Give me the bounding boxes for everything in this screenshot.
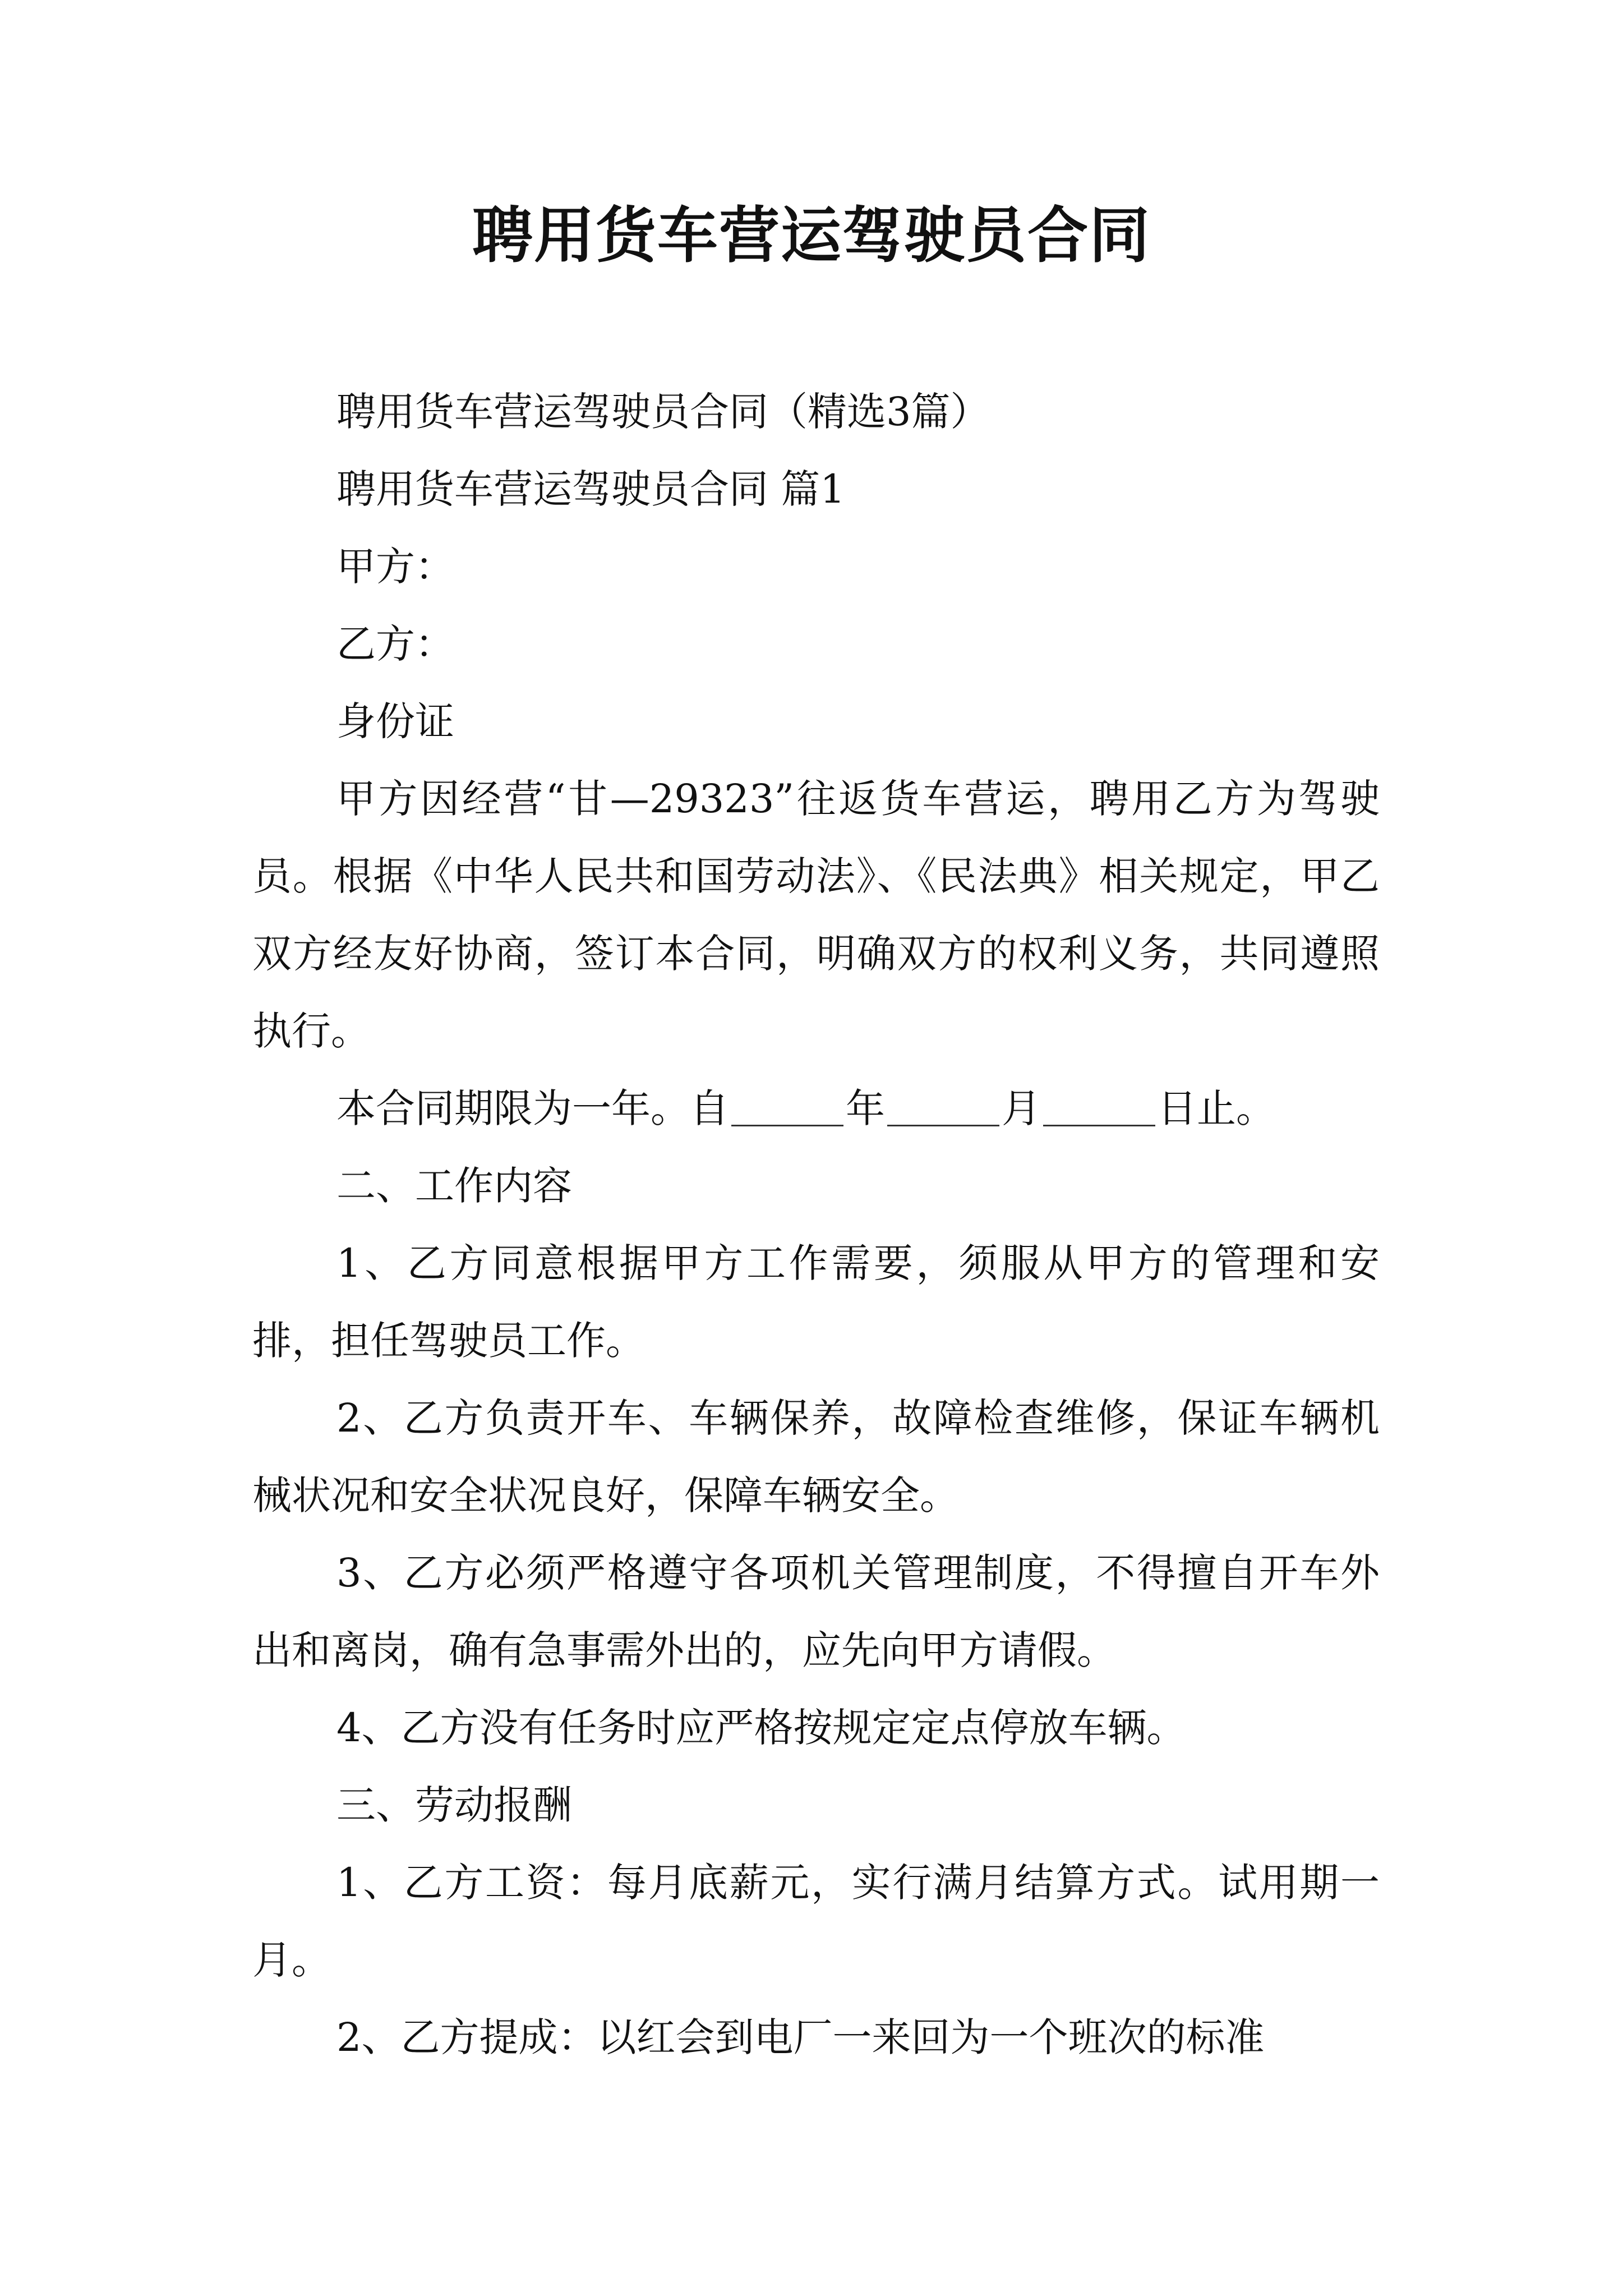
paragraph-remuneration-item-1: 1、乙方工资：每月底薪元，实行满月结算方式。试用期一月。 [252,1860,1380,1983]
paragraph-preamble: 甲方因经营“甘—29323”往返货车营运，聘用乙方为驾驶员。根据《中华人民共和国劳动法》、《民法典》相关规定，甲乙双方经友好协商，签订本合同，明确双方的权利义务，共同遵照执行。 [252,776,1380,1054]
paragraph-work-item-3: 3、乙方必须严格遵守各项机关管理制度，不得擅自开车外出和离岗，确有急事需外出的，应先向甲方请假。 [252,1550,1380,1673]
paragraph-id-card: 身份证 [336,698,454,744]
term-prefix: 本合同期限为一年。自 [336,1085,729,1131]
paragraph-section-heading: 聘用货车营运驾驶员合同 篇1 [336,466,845,512]
paragraph-work-item-4: 4、乙方没有任务时应严格按规定定点停放车辆。 [336,1705,1186,1751]
document-body [252,373,1380,2076]
paragraph-party-a: 甲方： [336,544,454,590]
paragraph-work-item-2: 2、乙方负责开车、车辆保养，故障检查维修，保证车辆机械状况和安全状况良好，保障车辆安全。 [252,1395,1380,1519]
paragraph-contract-term [252,1070,1380,1147]
paragraph-subtitle: 聘用货车营运驾驶员合同（精选3篇） [336,389,990,435]
term-year: 年 [846,1085,885,1131]
paragraph-remuneration-heading: 三、劳动报酬 [336,1782,572,1828]
paragraph-work-item-1: 1、乙方同意根据甲方工作需要，须服从甲方的管理和安排，担任驾驶员工作。 [252,1240,1380,1364]
paragraph-remuneration-item-2: 2、乙方提成：以红会到电厂一来回为一个班次的标准 [336,2014,1265,2060]
paragraph-work-content-heading: 二、工作内容 [336,1163,572,1209]
paragraph-party-b: 乙方： [336,621,454,667]
term-month: 月 [1002,1085,1041,1131]
blank-line [1043,1085,1155,1126]
term-suffix: 日止。 [1158,1085,1275,1131]
document-title: 聘用货车营运驾驶员合同 [472,200,1151,271]
blank-line [887,1085,999,1126]
blank-line [731,1085,843,1126]
